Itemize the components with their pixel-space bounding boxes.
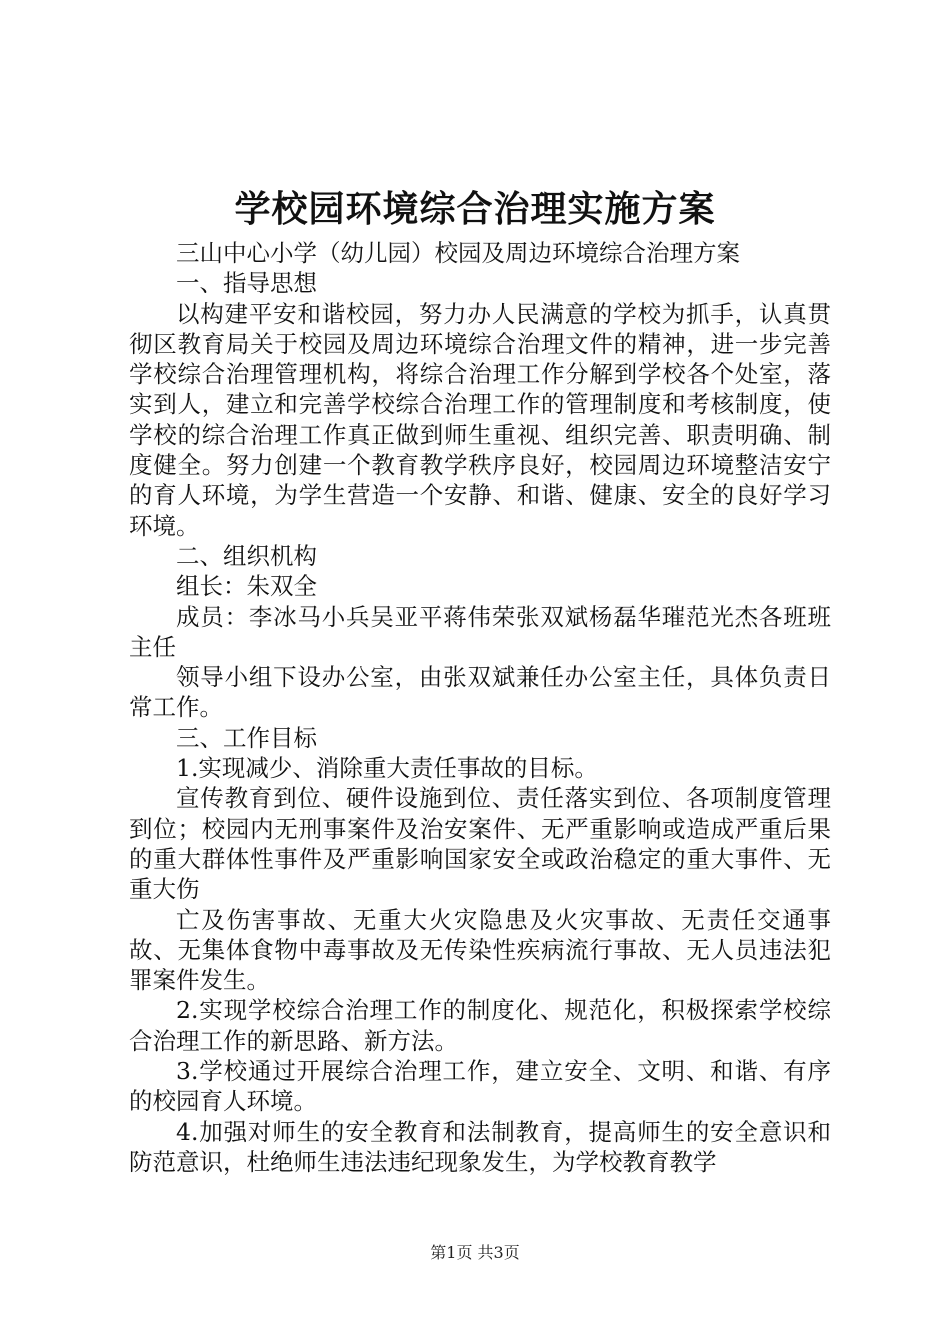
heading-guiding-ideology: 一、指导思想 xyxy=(176,269,317,298)
paragraph-goal-1-detail: 宣传教育到位、硬件设施到位、责任落实到位、各项制度管理到位；校园内无刑事案件及治安案件、无严重影响或造成严重后果的重大群体性事件及严重影响国家安全或政治稳定的重大事件、无重大伤 xyxy=(129,784,831,904)
page-footer: 第1页 共3页 xyxy=(430,1243,520,1262)
paragraph-subtitle: 三山中心小学（幼儿园）校园及周边环境综合治理方案 xyxy=(176,239,740,267)
paragraph-goal-4: 4.加强对师生的安全教育和法制教育，提高师生的安全意识和防范意识，杜绝师生违法违纪现象发生，为学校教育教学 xyxy=(129,1117,831,1176)
paragraph-guiding-ideology: 以构建平安和谐校园，努力办人民满意的学校为抓手，认真贯彻区教育局关于校园及周边环境综合治理文件的精神，进一步完善学校综合治理管理机构，将综合治理工作分解到学校各个处室，落实到人，建立和完善学校综合治理工作的管理制度和考核制度，使学校的综合治理工作真正做到师生重视、组织完善、职责明确、制度健全。努力创建一个教育教学秩序良好，校园周边环境整洁安宁的育人环境，为学生营造一个安静、和谐、健康、安全的良好学习环境。 xyxy=(129,299,831,540)
paragraph-members: 成员：李冰马小兵吴亚平蒋伟荣张双斌杨磊华璀范光杰各班班主任 xyxy=(129,602,831,661)
paragraph-goal-1: 1.实现减少、消除重大责任事故的目标。 xyxy=(176,754,598,783)
paragraph-office: 领导小组下设办公室，由张双斌兼任办公室主任，具体负责日常工作。 xyxy=(129,663,831,722)
paragraph-leader: 组长：朱双全 xyxy=(176,572,317,601)
heading-work-goals: 三、工作目标 xyxy=(176,723,317,752)
paragraph-goal-1-detail-cont: 亡及伤害事故、无重大火灾隐患及火灾事故、无责任交通事故、无集体食物中毒事故及无传染性疾病流行事故、无人员违法犯罪案件发生。 xyxy=(129,905,831,995)
document-title: 学校园环境综合治理实施方案 xyxy=(234,188,716,230)
paragraph-goal-2: 2.实现学校综合治理工作的制度化、规范化，积极探索学校综合治理工作的新思路、新方法。 xyxy=(129,996,831,1055)
paragraph-goal-3: 3.学校通过开展综合治理工作，建立安全、文明、和谐、有序的校园育人环境。 xyxy=(129,1057,831,1116)
document-body xyxy=(129,238,831,1177)
heading-organization: 二、组织机构 xyxy=(176,541,317,570)
